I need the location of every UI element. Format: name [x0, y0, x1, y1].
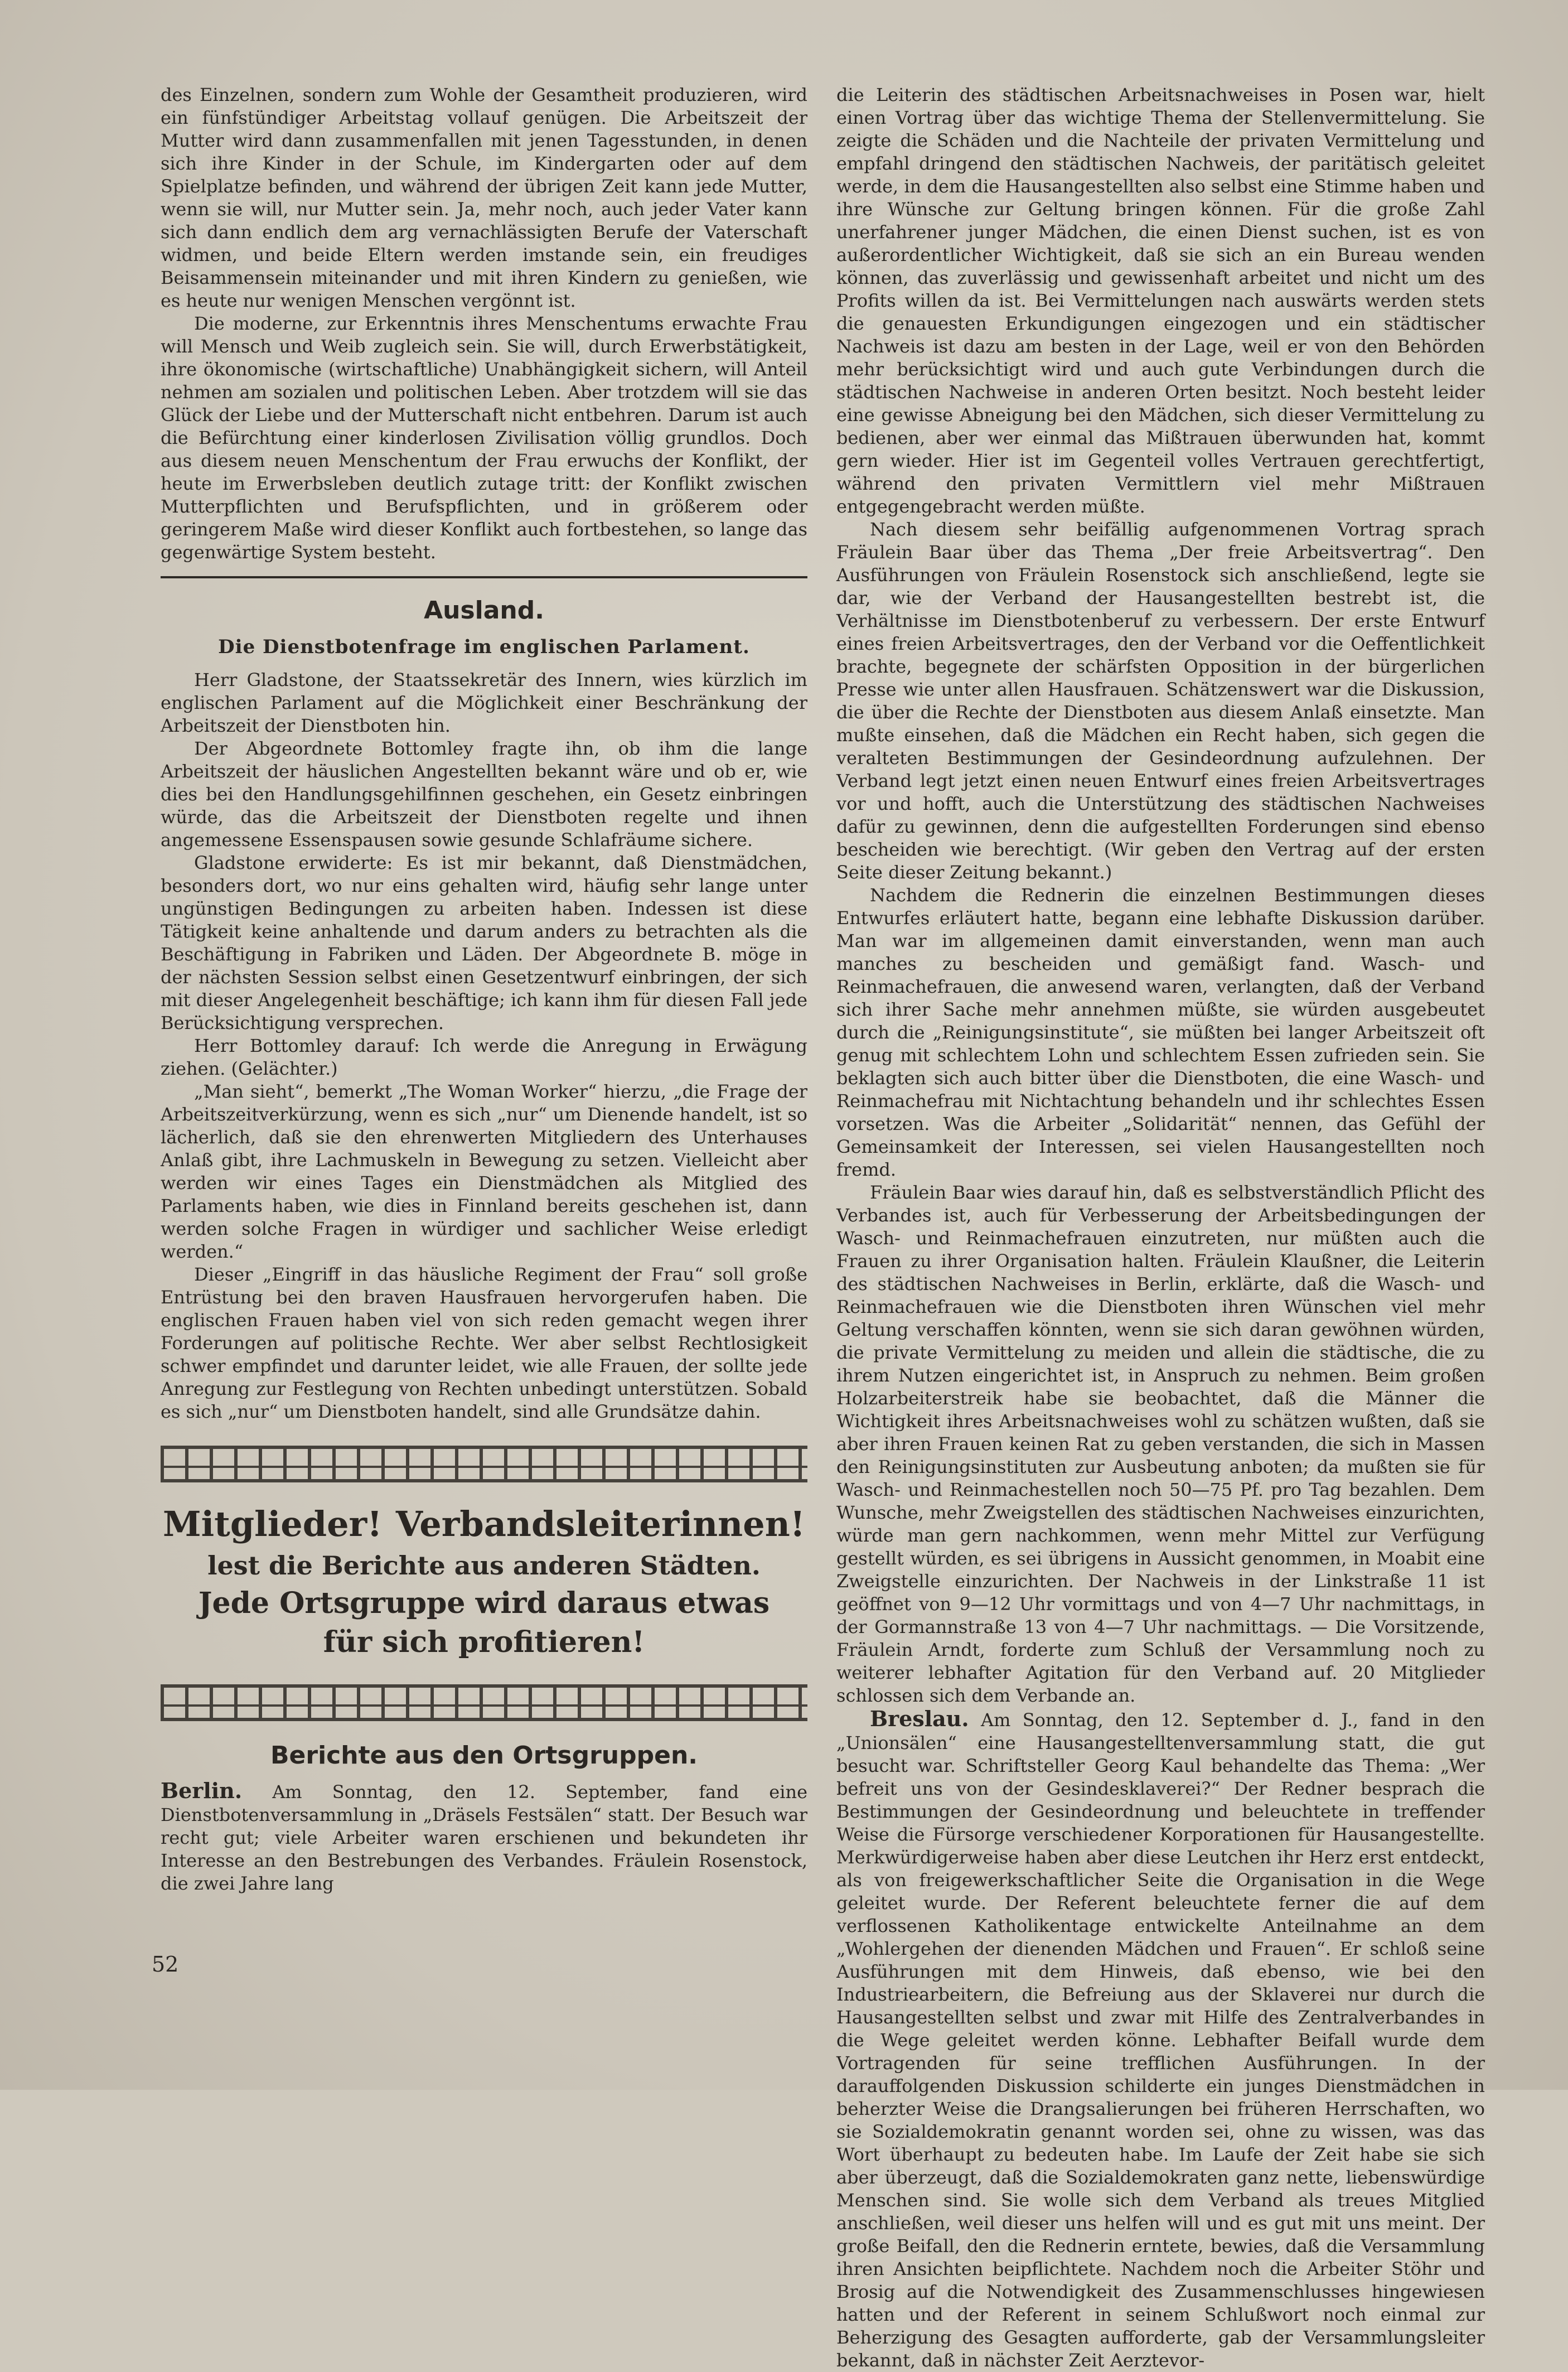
reports-title: Berichte aus den Ortsgruppen.	[270, 1741, 698, 1770]
appeal-leaders: Verbandsleiterinnen!	[395, 1504, 805, 1544]
appeal-line-4: für sich profitieren!	[323, 1625, 645, 1659]
appeal-line-3: Jede Ortsgruppe wird daraus etwas	[198, 1586, 770, 1620]
left-column	[161, 84, 807, 1895]
section-divider	[161, 576, 807, 578]
appeal-box	[161, 1501, 807, 1662]
city-breslau: Breslau.	[870, 1706, 969, 1731]
article-paragraph-6: Dieser „Eingriff in das häusliche Regiment der Frau“ soll große Entrüstung bei den braven Hausfrauen hervorgerufen haben. Die englischen Frauen haben viel von sich reden gemacht wegen ihrer Forderungen auf politische Rechte. Wer aber selbst Rechtlosigkeit schwer empfindet und darunter leidet, wie alle Frauen, der sollte jede Anregung zur Festlegung von Rechten unbedingt unterstützen. Sobald es sich „nur“ um Dienstboten handelt, sind alle Grundsätze dahin.	[161, 1264, 807, 1422]
right-column	[836, 84, 1485, 2372]
appeal-line-2: lest die Berichte aus anderen Städten.	[207, 1550, 761, 1581]
berlin-text: Am Sonntag, den 12. September, fand eine Dienstbotenversammlung in „Dräsels Festsälen“ statt. Der Besuch war recht gut; viele Arbeiter waren erschienen und bekundeten ihr Interesse an den Bestrebungen des Verbandes. Fräulein Rosenstock, die zwei Jahre lang	[161, 1781, 807, 1894]
page-number: 52	[152, 1952, 179, 1977]
ornament-border-top	[161, 1446, 807, 1482]
article-paragraph-3: Gladstone erwiderte: Es ist mir bekannt, daß Dienstmädchen, besonders dort, wo nur eins gehalten wird, häufig sehr lange unter ungünstigen Bedingungen zu arbeiten haben. Indessen ist diese Tätigkeit keine anhaltende und darum anders zu betrachten als die Beschäftigung in Fabriken und Läden. Der Abgeordnete B. möge in der nächsten Session selbst einen Gesetzentwurf einbringen, der sich mit dieser Angelegenheit beschäftige; ich kann ihm für diesen Fall jede Berücksichtigung versprechen.	[161, 852, 807, 1033]
right-paragraph-4: Fräulein Baar wies darauf hin, daß es selbstverständlich Pflicht des Verbandes ist, auch für Verbesserung der Arbeitsbedingungen der Wasch- und Reinmachefrauen einzutreten, nur müßten auch die Frauen zu ihrer Organisation halten. Fräulein Klaußner, die Leiterin des städtischen Nachweises in Berlin, erklärte, daß die Wasch- und Reinmachefrauen wie die Dienstboten ihren Wünschen viel mehr Geltung verschaffen könnten, wenn sie sich daran gewöhnen würden, die private Vermittelung zu meiden und allein die städtische, die zu ihrem Nutzen eingerichtet ist, in Anspruch zu nehmen. Beim großen Holzarbeiterstreik habe sie beobachtet, daß die Männer die Wichtigkeit ihres Arbeitsnachweises wohl zu schätzen wußten, daß sie aber ihren Frauen keinen Rat zu geben verstanden, die sich in Massen den Reinigungsinstituten zur Ausbeutung anboten; da mußten sie für Wasch- und Reinmachestellen noch 50—75 Pf. pro Tag bezahlen. Dem Wunsche, mehr Zweigstellen des städtischen Nachweises einzurichten, würde man gern nachkommen, wenn mehr Mittel zur Verfügung gestellt würden, es sei übrigens in Aussicht genommen, in Moabit eine Zweigstelle einzurichten. Der Nachweis in der Linkstraße 11 ist geöffnet von 9—12 Uhr vormittags und von 4—7 Uhr nachmittags, in der Gormannstraße 13 von 4—7 Uhr nachmittags. — Die Vorsitzende, Fräulein Arndt, forderte zum Schluß der Versammlung noch zu weiterer lebhafter Agitation für den Verband auf. 20 Mitglieder schlossen sich dem Verbande an.	[836, 1182, 1485, 1706]
article-paragraph-2: Der Abgeordnete Bottomley fragte ihn, ob ihm die lange Arbeitszeit der häuslichen Angestellten bekannt wäre und ob er, wie dies bei den Handlungsgehilfinnen geschehen, ein Gesetz einbringen würde, das die Arbeitszeit der Dienstboten regelte und ihnen angemessene Essenspausen sowie gesunde Schlafräume sichere.	[161, 738, 807, 851]
intro-paragraph-2: Die moderne, zur Erkenntnis ihres Menschentums erwachte Frau will Mensch und Weib zugleich sein. Sie will, durch Erwerbstätigkeit, ihre ökonomische (wirtschaftliche) Unabhängigkeit sichern, will Anteil nehmen am sozialen und politischen Leben. Aber trotzdem will sie das Glück der Liebe und der Mutterschaft nicht entbehren. Darum ist auch die Befürchtung einer kinderlosen Zivilisation völlig grundlos. Doch aus diesem neuen Menschentum der Frau erwuchs der Konflikt, der heute im Erwerbsleben deutlich zutage tritt: der Konflikt zwischen Mutterpflichten und Berufspflichten, und in größerem oder geringerem Maße wird dieser Konflikt auch fortbestehen, so lange das gegenwärtige System besteht.	[161, 313, 807, 563]
city-berlin: Berlin.	[161, 1778, 243, 1803]
article-paragraph-5: „Man sieht“, bemerkt „The Woman Worker“ hierzu, „die Frage der Arbeitszeitverkürzung, wenn es sich „nur“ um Dienende handelt, ist so lächerlich, daß sie den ehrenwerten Mitgliedern des Unterhauses Anlaß gibt, ihre Lachmuskeln in Bewegung zu setzen. Vielleicht aber werden wir eines Tages ein Dienstmädchen als Mitglied des Parlaments haben, wie dies in Finnland bereits geschehen ist, dann werden solche Fragen in würdiger und sachlicher Weise erledigt werden.“	[161, 1081, 807, 1262]
article-paragraph-4: Herr Bottomley darauf: Ich werde die Anregung in Erwägung ziehen. (Gelächter.)	[161, 1035, 807, 1079]
article-title: Die Dienstbotenfrage im englischen Parlament.	[218, 636, 750, 658]
section-title-ausland: Ausland.	[424, 596, 544, 625]
report-breslau	[836, 1707, 1485, 2372]
article-paragraph-1: Herr Gladstone, der Staatssekretär des Innern, wies kürzlich im englischen Parlament auf die Möglichkeit einer Beschränkung der Arbeitszeit der Dienstboten hin.	[161, 669, 807, 736]
report-berlin	[161, 1779, 807, 1895]
right-paragraph-2: Nach diesem sehr beifällig aufgenommenen Vortrag sprach Fräulein Baar über das Thema „Der freie Arbeitsvertrag“. Den Ausführungen von Fräulein Rosenstock sich anschließend, legte sie dar, wie der Verband der Hausangestellten bestrebt ist, die Verhältnisse im Dienstbotenberuf zu verbessern. Der erste Entwurf eines freien Arbeitsvertrages, den der Verband vor die Oeffentlichkeit brachte, begegnete der schärfsten Opposition in der bürgerlichen Presse wie unter allen Hausfrauen. Schätzenswert war die Diskussion, die über die Rechte der Dienstboten aus diesem Anlaß einsetzte. Man mußte einsehen, daß die Mädchen ein Recht haben, sich gegen die veralteten Bestimmungen der Gesindeordnung aufzulehnen. Der Verband legt jetzt einen neuen Entwurf eines freien Arbeitsvertrages vor und hofft, auch die Unterstützung des städtischen Nachweises dafür zu gewinnen, denn die aufgestellten Forderungen sind ebenso bescheiden wie berechtigt. (Wir geben den Vertrag auf der ersten Seite dieser Zeitung bekannt.)	[836, 519, 1485, 883]
right-paragraph-1: die Leiterin des städtischen Arbeitsnachweises in Posen war, hielt einen Vortrag über das wichtige Thema der Stellenvermittelung. Sie zeigte die Schäden und die Nachteile der privaten Vermittelung und empfahl dringend den städtischen Nachweis, der paritätisch geleitet werde, in dem die Hausangestellten also selbst eine Stimme haben und ihre Wünsche zur Geltung bringen können. Für die große Zahl unerfahrener junger Mädchen, die einen Dienst suchen, ist es von außerordentlicher Wichtigkeit, daß sie sich an ein Bureau wenden können, das zuverlässig und gewissenhaft arbeitet und nicht um des Profits willen da ist. Bei Vermittelungen nach auswärts werden stets die genauesten Erkundigungen eingezogen und ein städtischer Nachweis ist dazu am besten in der Lage, weil er von den Behörden mehr berücksichtigt wird und auch gute Verbindungen durch die städtischen Nachweise in anderen Orten besitzt. Noch besteht leider eine gewisse Abneigung bei den Mädchen, sich dieser Vermittelung zu bedienen, aber wer einmal das Mißtrauen überwunden hat, kommt gern wieder. Hier ist im Gegenteil volles Vertrauen gerechtfertigt, während den privaten Vermittlern viel mehr Mißtrauen entgegengebracht werden müßte.	[836, 84, 1485, 517]
right-paragraph-3: Nachdem die Rednerin die einzelnen Bestimmungen dieses Entwurfes erläutert hatte, begann eine lebhafte Diskussion darüber. Man war im allgemeinen damit einverstanden, wenn man auch manches zu bescheiden und gemäßigt fand. Wasch- und Reinmachefrauen, die anwesend waren, verlangten, daß der Verband sich ihrer Sache mehr annehmen müßte, sie würden ausgebeutet durch die „Reinigungsinstitute“, sie müßten bei langer Arbeitszeit oft genug mit schlechtem Lohn und schlechtem Essen zufrieden sein. Sie beklagten sich auch bitter über die Dienstboten, die eine Wasch- und Reinmachefrau mit Nichtachtung behandeln und ihr schlechtes Essen vorsetzen. Was die Arbeiter „Solidarität“ nennen, das Gefühl der Gemeinsamkeit der Interessen, sei vielen Hausangestellten noch fremd.	[836, 885, 1485, 1180]
ornament-border-bottom	[161, 1684, 807, 1721]
intro-paragraph-1: des Einzelnen, sondern zum Wohle der Gesamtheit produzieren, wird ein fünfstündiger Arbeitstag vollauf genügen. Die Arbeitszeit der Mutter wird dann zusammenfallen mit jenen Tagesstunden, in denen sich ihre Kinder in der Schule, im Kindergarten oder auf dem Spielplatze befinden, und während der übrigen Zeit kann jede Mutter, wenn sie will, nur Mutter sein. Ja, mehr noch, auch jeder Vater kann sich dann endlich dem arg vernachlässigten Berufe der Vaterschaft widmen, und beide Eltern werden imstande sein, ein freudiges Beisammensein miteinander und mit ihren Kindern zu genießen, wie es heute nur wenigen Menschen vergönnt ist.	[161, 84, 807, 311]
appeal-line-1	[161, 1501, 807, 1547]
breslau-text: Am Sonntag, den 12. September d. J., fand in den „Unionsälen“ eine Hausangestelltenversammlung statt, die gut besucht war. Schriftsteller Georg Kaul behandelte das Thema: „Wer befreit uns von der Gesindesklaverei?“ Der Redner besprach die Bestimmungen der Gesindeordnung und beleuchtete in treffender Weise die Fürsorge verschiedener Korporationen für Hausangestellte. Merkwürdigerweise haben aber diese Leutchen ihr Herz erst entdeckt, als von freigewerkschaftlicher Seite die Organisation in die Wege geleitet wurde. Der Referent beleuchtete ferner die auf dem verflossenen Katholikentage entwickelte Anteilnahme an dem „Wohlergehen der dienenden Mädchen und Frauen“. Er schloß seine Ausführungen mit dem Hinweis, daß ebenso, wie bei den Industriearbeitern, die Befreiung aus der Sklaverei nur durch die Hausangestellten selbst und zwar mit Hilfe des Zentralverbandes in die Wege geleitet werden könne. Lebhafter Beifall wurde dem Vortragenden für seine trefflichen Ausführungen. In der darauffolgenden Diskussion schilderte ein junges Dienstmädchen in beherzter Weise die Drangsalierungen bei früheren Herrschaften, wo sie Sozialdemokratin genannt worden sei, ohne zu wissen, was das Wort überhaupt zu bedeuten habe. Im Laufe der Zeit habe sie sich aber überzeugt, daß die Sozialdemokraten ganz nette, liebenswürdige Menschen sind. Sie wolle sich dem Verband als treues Mitglied anschließen, weil dieser uns helfen will und es gut mit uns meint. Der große Beifall, den die Rednerin erntete, bewies, daß die Versammlung ihren Ansichten beipflichtete. Nachdem noch die Arbeiter Stöhr und Brosig auf die Notwendigkeit des Zusammenschlusses hingewiesen hatten und der Referent in seinem Schlußwort noch einmal zur Beherzigung des Gesagten aufforderte, gab der Versammlungsleiter bekannt, daß in nächster Zeit Aerztevor-	[836, 1709, 1485, 2371]
appeal-members: Mitglieder!	[163, 1504, 383, 1544]
